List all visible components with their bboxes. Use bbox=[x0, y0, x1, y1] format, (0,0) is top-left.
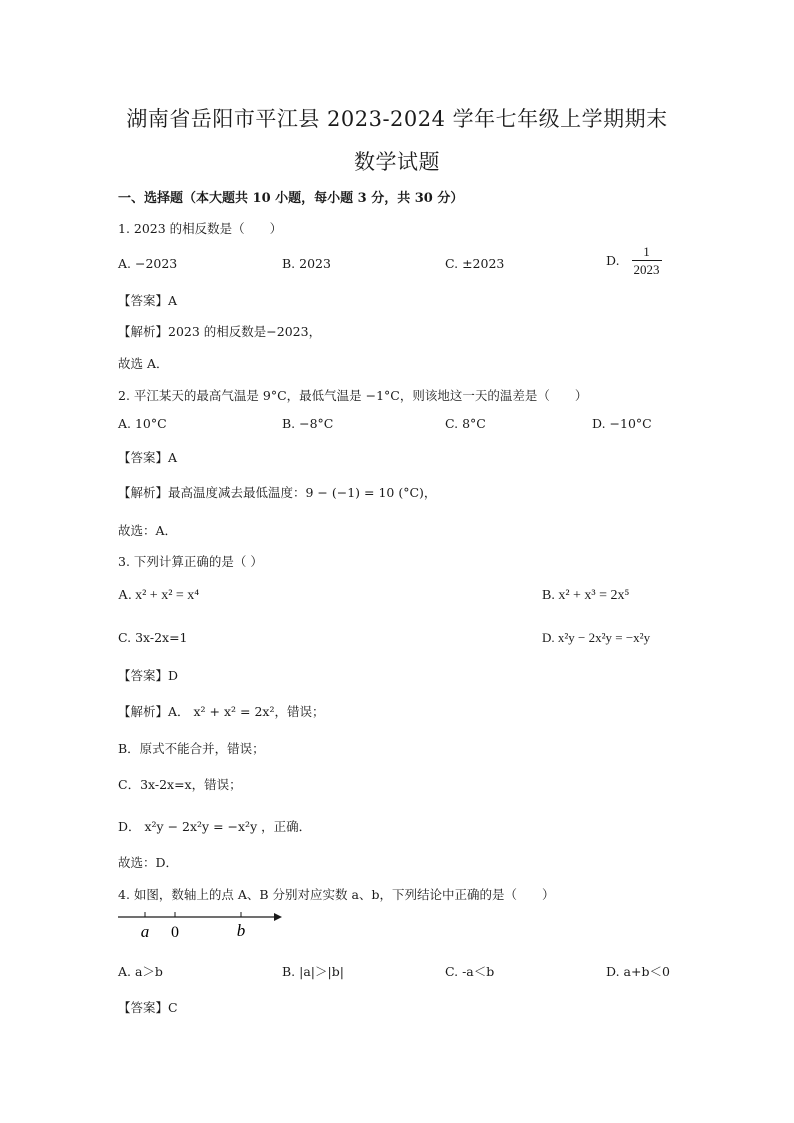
q4-answer: 【答案】C bbox=[118, 1000, 178, 1015]
number-line-figure bbox=[116, 906, 286, 944]
q1-option-b: B. 2023 bbox=[282, 256, 331, 271]
q1-option-d-fraction bbox=[632, 244, 662, 277]
axis-label-zero: 0 bbox=[171, 924, 179, 941]
q4-option-d: D. a+b＜0 bbox=[606, 964, 670, 979]
q2-stem: 2. 平江某天的最高气温是 9°C，最低气温是 −1°C，则该地这一天的温差是（ ） bbox=[118, 388, 588, 403]
q1-option-a: A. −2023 bbox=[118, 256, 178, 271]
q4-option-c: C. -a＜b bbox=[445, 964, 495, 979]
axis-label-a: a bbox=[140, 922, 150, 941]
section-heading: 一、选择题（本大题共 10 小题，每小题 3 分，共 30 分） bbox=[118, 191, 464, 206]
number-line-arrow-icon bbox=[274, 913, 282, 921]
q1-conclusion: 故选 A． bbox=[118, 356, 169, 371]
q3-analysis-a: 【解析】A． x² + x² = 2x²，错误； bbox=[118, 704, 325, 719]
q2-option-a: A. 10°C bbox=[118, 416, 167, 431]
q2-analysis: 【解析】最高温度减去最低温度：9 − (−1) = 10 (°C)， bbox=[118, 485, 437, 500]
q3-analysis-b: B．原式不能合并，错误； bbox=[118, 741, 265, 756]
q3-option-c: C. 3x-2x=1 bbox=[118, 630, 188, 645]
q1-analysis: 【解析】2023 的相反数是−2023， bbox=[118, 324, 322, 339]
q2-conclusion: 故选：A． bbox=[118, 523, 178, 538]
q3-option-a: A. x² + x² = x⁴ bbox=[118, 588, 200, 603]
q3-conclusion: 故选：D． bbox=[118, 855, 179, 870]
q4-option-b: B. |a|＞|b| bbox=[282, 964, 344, 979]
q2-option-b: B. −8°C bbox=[282, 416, 334, 431]
fraction-denominator: 2023 bbox=[633, 262, 660, 277]
q1-stem: 1. 2023 的相反数是（ ） bbox=[118, 221, 283, 236]
q4-option-a: A. a＞b bbox=[118, 964, 163, 979]
q3-option-d: D. x²y − 2x²y = −x²y bbox=[542, 630, 651, 645]
q3-analysis-d: D． x²y − 2x²y = −x²y ，正确． bbox=[118, 819, 312, 834]
q1-option-c: C. ±2023 bbox=[445, 256, 505, 271]
fraction-numerator: 1 bbox=[643, 244, 650, 259]
q3-answer: 【答案】D bbox=[118, 668, 179, 683]
q3-analysis-c: C．3x-2x=x，错误； bbox=[118, 777, 242, 792]
q1-answer: 【答案】A bbox=[118, 293, 178, 308]
doc-title-line1: 湖南省岳阳市平江县 2023-2024 学年七年级上学期期末 bbox=[126, 107, 668, 131]
q4-stem: 4. 如图，数轴上的点 A、B 分别对应实数 a、b，下列结论中正确的是（ ） bbox=[118, 887, 555, 902]
q1-option-d-label: D. bbox=[606, 253, 620, 268]
q2-option-d: D. −10°C bbox=[592, 416, 652, 431]
q2-option-c: C. 8°C bbox=[445, 416, 486, 431]
q3-stem: 3. 下列计算正确的是（ ） bbox=[118, 554, 263, 569]
axis-label-b: b bbox=[236, 921, 246, 940]
q3-option-b: B. x² + x³ = 2x⁵ bbox=[542, 588, 630, 603]
q1-option-d bbox=[606, 244, 662, 277]
q2-answer: 【答案】A bbox=[118, 450, 178, 465]
doc-title-line2: 数学试题 bbox=[354, 150, 440, 174]
